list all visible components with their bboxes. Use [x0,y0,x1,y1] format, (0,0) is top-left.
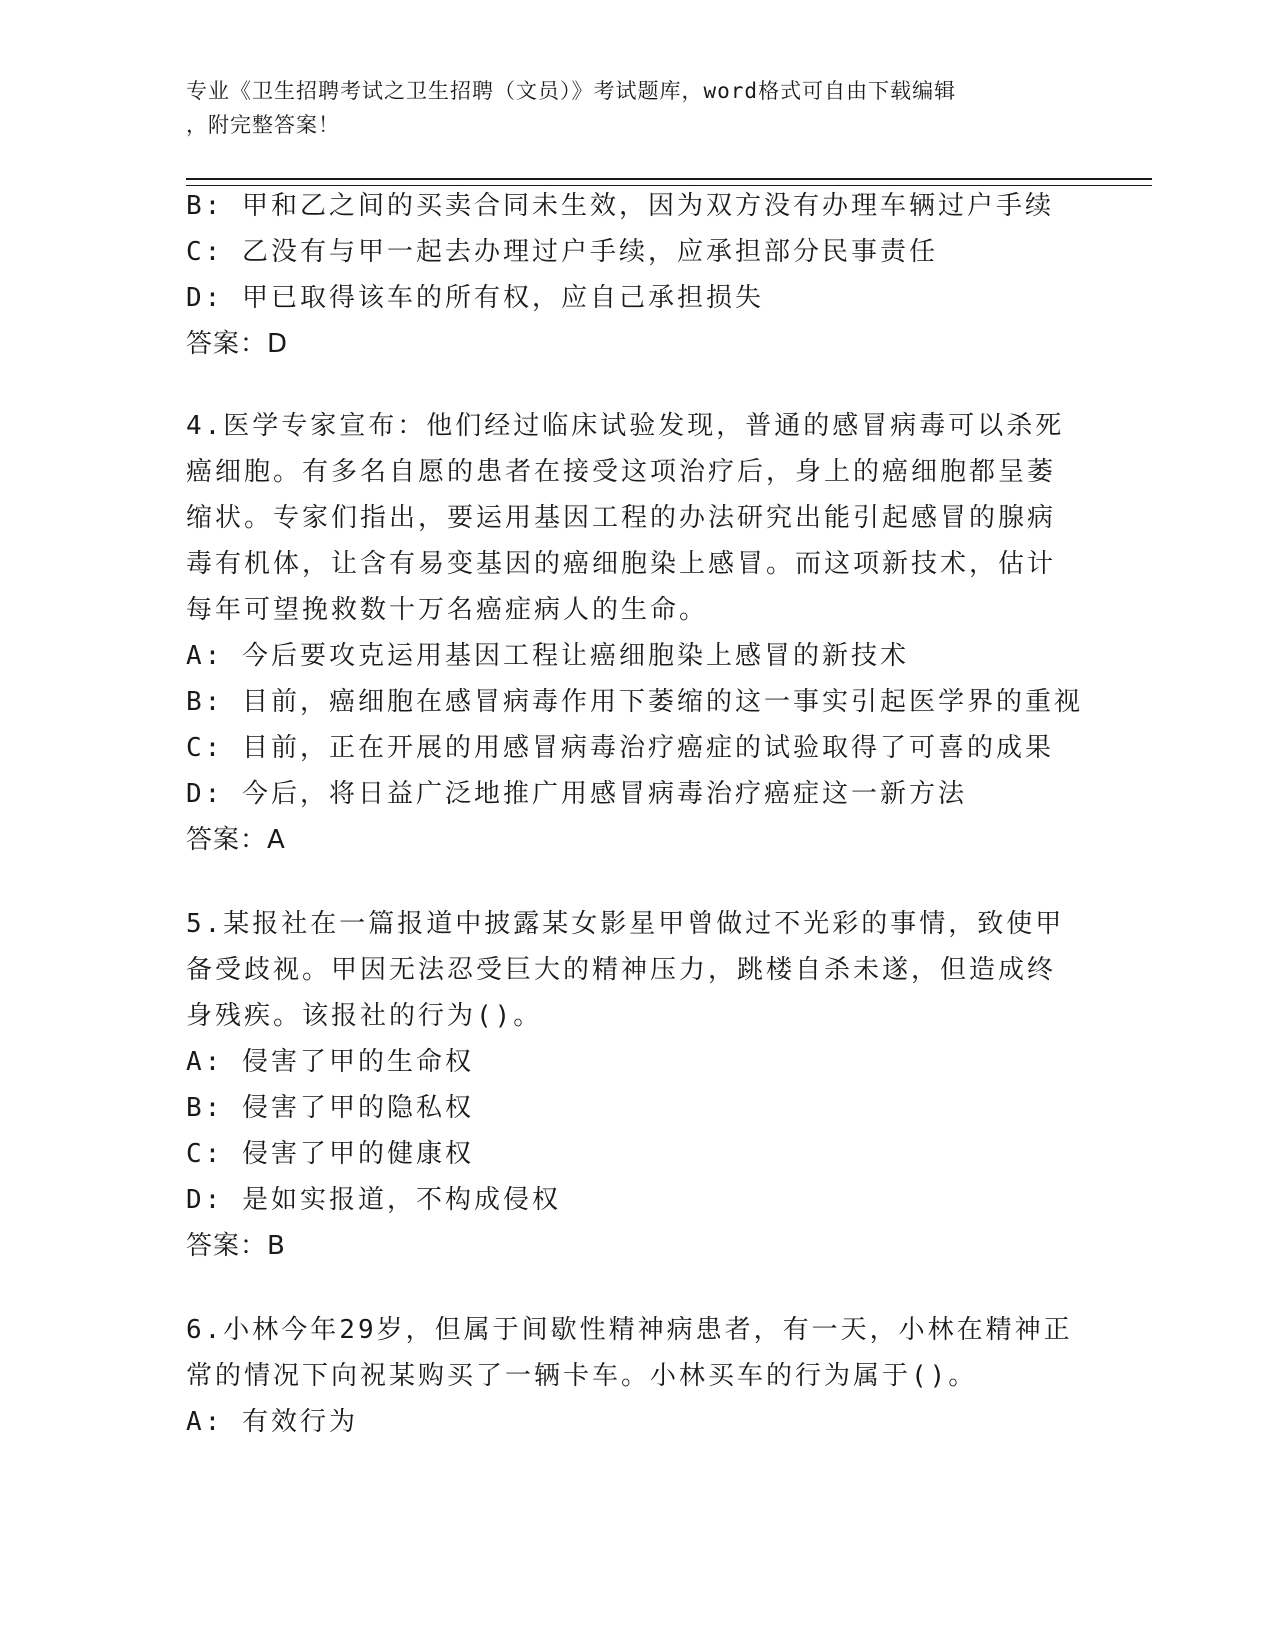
answer-line: 答案：D [186,329,289,359]
answer-line: 答案：B [186,1231,286,1261]
option-d: D: 今后，将日益广泛地推广用感冒病毒治疗癌症这一新方法 [186,779,967,809]
option-a: A: 有效行为 [186,1407,358,1437]
question-stem-line: 常的情况下向祝某购买了一辆卡车。小林买车的行为属于()。 [186,1361,978,1391]
question-stem-line: 4.医学专家宣布：他们经过临床试验发现，普通的感冒病毒可以杀死 [186,411,1065,441]
question-6 [186,1307,1086,1445]
option-c: C: 乙没有与甲一起去办理过户手续，应承担部分民事责任 [186,237,938,267]
question-5 [186,901,1086,1269]
question-stem-line: 毒有机体，让含有易变基因的癌细胞染上感冒。而这项新技术，估计 [186,549,1057,579]
question-stem-line: 每年可望挽救数十万名癌症病人的生命。 [186,595,709,625]
header-line-1: 专业《卫生招聘考试之卫生招聘（文员）》考试题库，word格式可自由下载编辑 [186,79,957,103]
header-line-2: ，附完整答案！ [186,113,340,137]
option-d: D: 甲已取得该车的所有权，应自己承担损失 [186,283,764,313]
option-d: D: 是如实报道，不构成侵权 [186,1185,561,1215]
page-header [186,74,1086,142]
option-a: A: 侵害了甲的生命权 [186,1047,474,1077]
option-c: C: 目前，正在开展的用感冒病毒治疗癌症的试验取得了可喜的成果 [186,733,1054,763]
question-stem-line: 备受歧视。甲因无法忍受巨大的精神压力，跳楼自杀未遂，但造成终 [186,955,1057,985]
question-stem-line: 5.某报社在一篇报道中披露某女影星甲曾做过不光彩的事情，致使甲 [186,909,1065,939]
option-b: B: 目前，癌细胞在感冒病毒作用下萎缩的这一事实引起医学界的重视 [186,687,1083,717]
option-b: B: 侵害了甲的隐私权 [186,1093,474,1123]
option-c: C: 侵害了甲的健康权 [186,1139,474,1169]
question-4 [186,403,1086,863]
answer-line: 答案：A [186,825,286,855]
question-3-continued [186,183,1086,367]
option-b: B: 甲和乙之间的买卖合同未生效，因为双方没有办理车辆过户手续 [186,191,1054,221]
question-stem-line: 癌细胞。有多名自愿的患者在接受这项治疗后，身上的癌细胞都呈萎 [186,457,1057,487]
option-a: A: 今后要攻克运用基因工程让癌细胞染上感冒的新技术 [186,641,909,671]
question-stem-line: 缩状。专家们指出，要运用基因工程的办法研究出能引起感冒的腺病 [186,503,1057,533]
question-stem-line: 身残疾。该报社的行为()。 [186,1001,543,1031]
question-stem-line: 6.小林今年29岁，但属于间歇性精神病患者，有一天，小林在精神正 [186,1315,1073,1345]
